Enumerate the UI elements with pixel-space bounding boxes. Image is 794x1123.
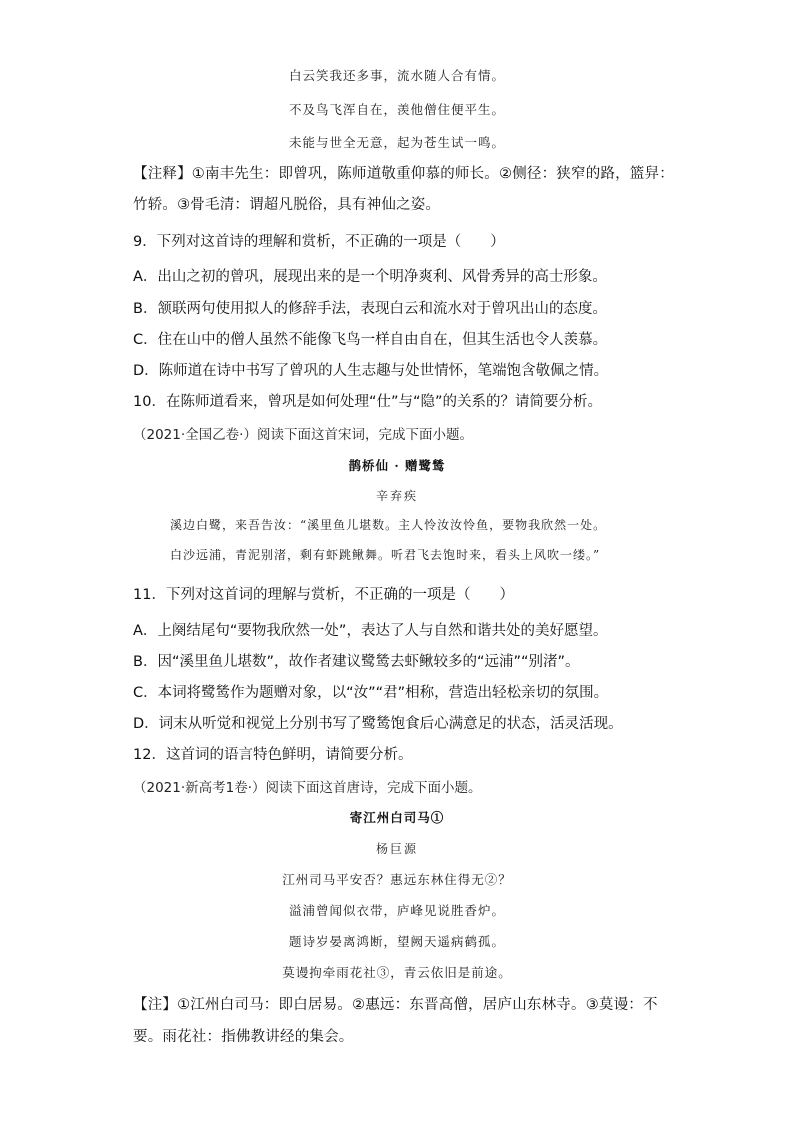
poem-line: 莫谩拘牵雨花社③，青云依旧是前途。 [282, 965, 512, 980]
question-9-option-c: C．住在山中的僧人虽然不能像飞鸟一样自由自在，但其生活也令人羡慕。 [133, 332, 608, 348]
poem-line: 未能与世全无意，起为苍生试一鸣。 [288, 135, 505, 150]
question-11-option-c: C．本词将鹭鸶作为题赠对象，以“汝”“君”相称，营造出轻松亲切的氛围。 [133, 685, 609, 701]
poem-title: 寄江州白司马① [349, 810, 445, 825]
poem-line: 不及鸟飞浑自在，羡他僧住便平生。 [288, 102, 505, 117]
annotation-line: 【注释】①南丰先生：即曾巩，陈师道敬重仰慕的师长。②侧径：狭窄的路，篮舁： [133, 166, 674, 182]
annotation-line: 要。雨花社：指佛教讲经的集会。 [133, 1029, 354, 1045]
question-10-stem: 10．在陈师道看来，曾巩是如何处理“仕”与“隐”的关系的？请简要分析。 [133, 394, 602, 410]
question-11-option-b: B．因“溪里鱼儿堪数”，故作者建议鹭鸶去虾鳅较多的“远浦”“别渚”。 [133, 654, 580, 670]
question-12-stem: 12．这首词的语言特色鲜明，请简要分析。 [133, 747, 413, 763]
question-11-option-d: D．词末从听觉和视觉上分别书写了鹭鸶饱食后心满意足的状态，活灵活现。 [133, 716, 623, 732]
annotation-line: 【注】①江州白司马：即白居易。②惠远：东晋高僧，居庐山东林寺。③莫谩：不 [133, 997, 658, 1013]
question-9-option-b: B．颔联两句使用拟人的修辞手法，表现白云和流水对于曾巩出山的态度。 [133, 301, 607, 317]
poem-line: 溪边白鹭，来吾告汝：“溪里鱼儿堪数。主人怜汝汝怜鱼，要物我欣然一处。 [170, 518, 607, 532]
question-11-option-a: A．上阕结尾句“要物我欣然一处”，表达了人与自然和谐共处的美好愿望。 [133, 623, 608, 639]
section-intro: （2021·新高考1卷·）阅读下面这首唐诗，完成下面小题。 [133, 780, 482, 796]
poem-line: 江州司马平安否？惠远东林住得无②？ [282, 872, 512, 887]
section-intro: （2021·全国乙卷·）阅读下面这首宋词，完成下面小题。 [133, 427, 473, 443]
question-9-option-a: A．出山之初的曾巩，展现出来的是一个明净爽利、风骨秀异的高士形象。 [133, 269, 607, 285]
poem-line: 溢浦曾闻似衣带，庐峰见说胜香炉。 [288, 903, 505, 918]
annotation-line: 竹轿。③骨毛清：谓超凡脱俗，具有神仙之姿。 [133, 197, 441, 213]
question-9-option-d: D．陈师道在诗中书写了曾巩的人生志趣与处世情怀，笔端饱含敬佩之情。 [133, 363, 609, 379]
question-11-stem: 11．下列对这首词的理解与赏析，不正确的一项是（ ） [133, 587, 514, 603]
poem-line: 题诗岁晏离鸿断，望阙天遥病鹤孤。 [288, 934, 505, 949]
poem-line: 白云笑我还多事，流水随人合有情。 [288, 68, 505, 83]
poem-author: 杨巨源 [375, 842, 418, 856]
poem-author: 辛弃疾 [375, 489, 418, 503]
poem-title: 鹊桥仙 · 赠鹭鸶 [348, 458, 446, 473]
poem-line: 白沙远浦，青泥别渚，剩有虾跳鳅舞。听君飞去饱时来，看头上风吹一缕。” [170, 548, 601, 562]
question-9-stem: 9．下列对这首诗的理解和赏析，不正确的一项是（ ） [133, 234, 505, 250]
